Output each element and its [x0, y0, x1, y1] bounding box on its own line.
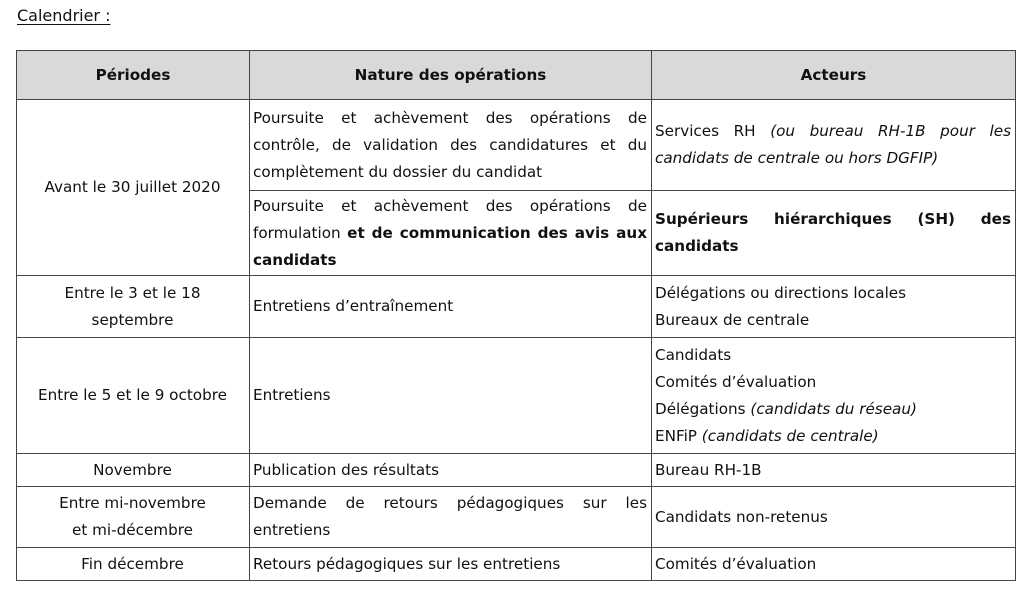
periode-line: Entre le 3 et le 18 — [64, 283, 201, 302]
acteurs-cell: Supérieurs hiérarchiques (SH) des candidats — [652, 191, 1016, 276]
acteurs-text: ENFiP — [655, 426, 702, 445]
acteurs-cell: Comités d’évaluation — [652, 548, 1016, 581]
nature-cell: Entretiens — [250, 338, 652, 454]
table-row — [17, 487, 1016, 548]
nature-emphasis: et de communication des avis aux candidats — [253, 223, 648, 269]
periode-line: et mi-décembre — [72, 521, 193, 539]
nature-cell — [250, 191, 652, 276]
acteurs-cell — [652, 276, 1016, 338]
periode-cell: Entre le 5 et le 9 octobre — [17, 338, 250, 454]
acteurs-line: Bureaux de centrale — [655, 310, 810, 329]
periode-cell — [17, 276, 250, 338]
acteurs-text: Services RH — [655, 122, 771, 140]
calendar-heading: Calendrier : — [17, 6, 111, 25]
acteurs-line: Délégations ou directions locales — [655, 283, 907, 302]
acteurs-note: (candidats de centrale) — [701, 426, 879, 445]
acteurs-cell: Bureau RH-1B — [652, 454, 1016, 487]
header-nature: Nature des opérations — [250, 51, 652, 100]
nature-cell: Publication des résultats — [250, 454, 652, 487]
table-row — [17, 276, 1016, 338]
table-header-row — [17, 51, 1016, 100]
header-acteurs: Acteurs — [652, 51, 1016, 100]
periode-cell: Fin décembre — [17, 548, 250, 581]
table-row — [17, 338, 1016, 454]
table-row — [17, 454, 1016, 487]
acteurs-line: Candidats — [655, 345, 732, 364]
acteurs-text: Délégations — [655, 399, 751, 418]
acteurs-cell — [652, 338, 1016, 454]
periode-cell — [17, 487, 250, 548]
table-row — [17, 548, 1016, 581]
acteurs-cell: Candidats non-retenus — [652, 487, 1016, 548]
nature-text: Poursuite et achèvement des opérations de formulation — [253, 196, 647, 242]
table-row — [17, 100, 1016, 191]
acteurs-line — [655, 423, 1011, 450]
acteurs-cell — [652, 100, 1016, 191]
acteurs-line: Comités d’évaluation — [655, 372, 817, 391]
nature-cell: Entretiens d’entraînement — [250, 276, 652, 338]
periode-line: septembre — [91, 310, 174, 329]
calendar-table — [16, 50, 1016, 581]
acteurs-note: (candidats du réseau) — [750, 399, 917, 418]
acteurs-note: (ou bureau RH-1B pour les candidats de centrale ou hors DGFIP) — [655, 122, 1011, 167]
nature-cell: Retours pédagogiques sur les entretiens — [250, 548, 652, 581]
periode-cell: Avant le 30 juillet 2020 — [17, 100, 250, 276]
periode-line: Entre mi-novembre — [59, 494, 206, 512]
nature-cell: Demande de retours pédagogiques sur les entretiens — [250, 487, 652, 548]
header-periodes: Périodes — [17, 51, 250, 100]
acteurs-line — [655, 396, 1011, 423]
nature-cell: Poursuite et achèvement des opérations de contrôle, de validation des candidatures et du complètement du dossier du candidat — [250, 100, 652, 191]
periode-cell: Novembre — [17, 454, 250, 487]
